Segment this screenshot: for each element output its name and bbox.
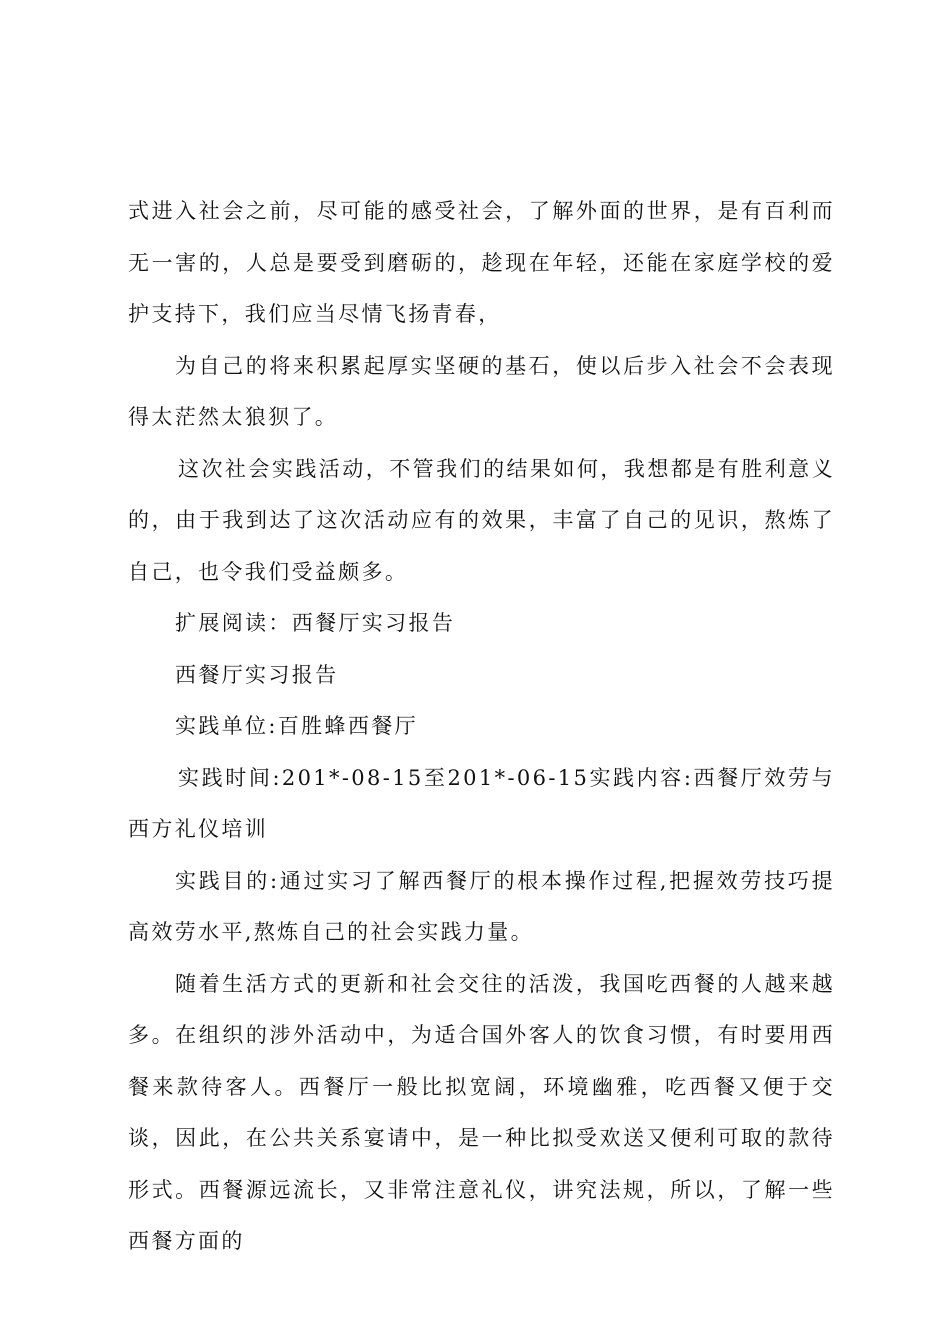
paragraph-society-experience: 式进入社会之前，尽可能的感受社会，了解外面的世界，是有百利而无一害的，人总是要受到磨砺的，趁现在年轻，还能在家庭学校的爱护支持下，我们应当尽情飞扬青春， [128, 199, 835, 326]
practice-time-and-content: 实践时间:201*-08-15至201*-06-15实践内容:西餐厅效劳与西方礼仪培训 [128, 765, 835, 841]
paragraph-activity-meaning: 这次社会实践活动，不管我们的结果如何，我想都是有胜利意义的，由于我到达了这次活动应有的效果，丰富了自己的见识，熬炼了自己，也令我们受益颇多。 [128, 456, 835, 584]
paragraph-foundation: 为自己的将来积累起厚实坚硬的基石，使以后步入社会不会表现得太茫然太狼狈了。 [128, 353, 835, 429]
document-body [128, 186, 835, 1268]
report-title: 西餐厅实习报告 [175, 662, 339, 687]
practice-unit: 实践单位:百胜蜂西餐厅 [175, 714, 418, 738]
paragraph-western-dining: 随着生活方式的更新和社会交往的活泼，我国吃西餐的人越来越多。在组织的涉外活动中，为适合国外客人的饮食习惯，有时要用西餐来款待客人。西餐厅一般比拟宽阔，环境幽雅，吃西餐又便于交谈，因此，在公共关系宴请中，是一种比拟受欢送又便利可取的款待形式。西餐源远流长，又非常注意礼仪，讲究法规，所以，了解一些西餐方面的 [128, 971, 835, 1253]
practice-purpose: 实践目的:通过实习了解西餐厅的根本操作过程,把握效劳技巧提高效劳水平,熬炼自己的社会实践力量。 [128, 868, 835, 944]
paragraph-extended-reading: 扩展阅读：西餐厅实习报告 [175, 611, 456, 635]
